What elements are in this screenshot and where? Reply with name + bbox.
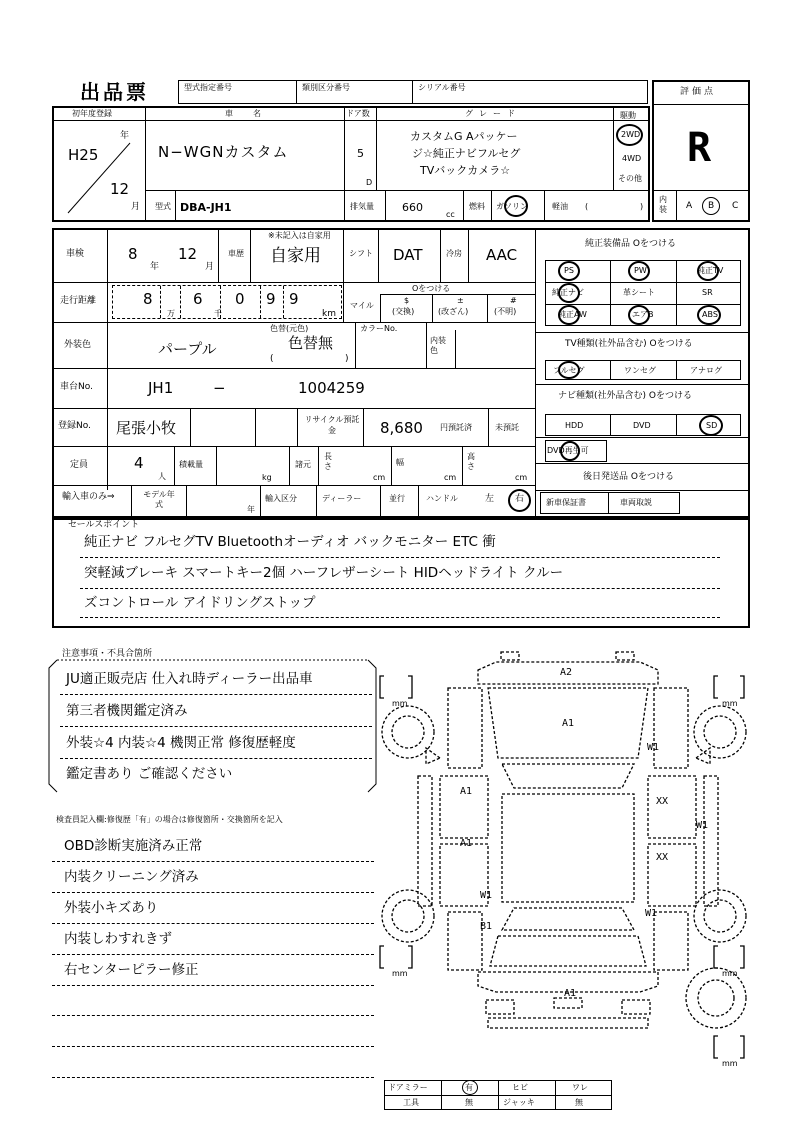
fuel-light-oil: 軽油	[552, 202, 568, 211]
shaken-year-unit: 年	[150, 262, 160, 272]
fuel-paren-open: (	[585, 202, 589, 211]
doors-label: ドア数	[346, 109, 370, 118]
door-type: D	[366, 178, 373, 187]
equip-abs-circle	[697, 305, 721, 325]
fuel-label: 燃料	[469, 202, 485, 211]
notes-line-2: 第三者機関鑑定済み	[66, 703, 188, 719]
damage-left-rear-wheel: W1	[480, 890, 493, 901]
navi-sd: SD	[706, 421, 718, 430]
sales-line-1: 純正ナビ フルセグTV Bluetoothオーディオ バックモニター ETC 衝	[84, 534, 496, 550]
drive-label: 駆動	[620, 111, 636, 120]
model-code-label: 型式指定番号	[184, 83, 232, 92]
damage-left-front-door: A1	[460, 786, 473, 797]
plate-value: 尾張小牧	[116, 419, 177, 437]
acc-jack-value: 無	[575, 1098, 583, 1107]
mm-spare: mm	[722, 1059, 738, 1068]
reg-type-label: 車歴	[228, 249, 244, 258]
equip-aw: 純正AW	[558, 310, 587, 319]
chassis-dash: −	[213, 379, 226, 397]
equip-navi-circle	[558, 283, 580, 303]
score-label: 評価点	[680, 87, 717, 97]
first-reg-label: 初年度登録	[72, 109, 112, 118]
doors-count: 5	[357, 147, 364, 160]
equip-abs: ABS	[702, 310, 718, 319]
model-year-unit: 年	[247, 505, 255, 514]
interior-label: 内装	[659, 195, 667, 214]
fuel-gasoline: ガソリン	[496, 202, 528, 211]
import-label: 輸入車のみ⇒	[62, 492, 115, 502]
tv-title: TV種類(社外品含む) Oをつける	[565, 339, 693, 349]
drive-2wd-circle	[616, 124, 643, 146]
model-label: 型式	[155, 202, 171, 211]
dvd-play: DVD再生可	[547, 446, 589, 455]
notes-line-4: 鑑定書あり ご確認ください	[66, 766, 233, 782]
shaken-label: 車検	[66, 249, 85, 259]
chassis-prefix: JH1	[148, 379, 174, 397]
damage-right-front-door: XX	[656, 796, 669, 807]
drive-4wd: 4WD	[622, 154, 642, 163]
capacity-value: 4	[134, 454, 144, 472]
mm-front-right: mm	[722, 699, 738, 708]
exterior-color: パープル	[158, 340, 217, 358]
capacity-label: 定員	[70, 460, 89, 470]
recycle-label: リサイクル預託金	[304, 415, 360, 435]
interior-color-label: 内装色	[430, 336, 446, 355]
damage-left-rear-door: A1	[460, 838, 473, 849]
meter-circle-note: Oをつける	[412, 284, 451, 293]
ac-label: 冷房	[446, 249, 462, 258]
category-label: 類別区分番号	[302, 83, 350, 92]
exterior-color-label: 外装色	[64, 340, 92, 350]
notes-line-1: JU適正販売店 仕入れ時ディーラー出品車	[66, 671, 313, 687]
notes-label: 注意事項・不具合箇所	[62, 649, 153, 659]
damage-right-rear-door: XX	[656, 852, 669, 863]
interior-a: A	[686, 201, 693, 211]
grade-line-2: ジ☆純正ナビフルセグ	[412, 147, 521, 160]
cc-unit: cc	[446, 210, 455, 219]
mile-label: マイル	[350, 301, 374, 310]
mileage-digit-4: 9	[266, 290, 276, 308]
width-cm-unit: cm	[444, 473, 457, 482]
drive-other: その他	[618, 174, 642, 183]
equip-tv: 純正TV	[697, 266, 724, 275]
interior-c: C	[732, 201, 739, 211]
first-reg-month: 12	[110, 180, 130, 198]
repaint-paren-close: )	[345, 354, 349, 364]
mileage-label: 走行距離	[60, 296, 97, 306]
inspector-line-1: OBD診断実施済み正常	[64, 838, 203, 854]
grade-line-1: カスタムG Aパッケー	[410, 130, 518, 143]
car-name-label: 車名	[225, 109, 281, 118]
notes-line-3: 外装☆4 内装☆4 機関正常 修復歴軽度	[66, 735, 296, 751]
meter-unknown-sub: (不明)	[494, 307, 517, 316]
shift-label: シフト	[349, 249, 373, 258]
drive-2wd: 2WD	[621, 130, 641, 139]
equip-aw-circle	[558, 305, 580, 325]
meter-exchange: $	[404, 296, 410, 305]
score-value: R	[687, 125, 712, 171]
mm-rear-right: mm	[722, 969, 738, 978]
equip-navi: 純正ナビ	[552, 288, 584, 297]
shaken-month-unit: 月	[205, 262, 215, 272]
mileage-sen-unit: 千	[214, 309, 222, 318]
damage-front-bumper: A2	[560, 667, 573, 678]
navi-hdd: HDD	[565, 421, 584, 430]
handle-left: 左	[485, 494, 495, 504]
equip-airbag: エアB	[632, 310, 654, 319]
repaint-label: 色替(元色)	[270, 324, 309, 333]
mm-front-left: mm	[392, 699, 408, 708]
chassis-number: 1004259	[298, 379, 365, 397]
later-manual: 車両取説	[620, 498, 652, 507]
dvd-play-circle	[560, 441, 580, 461]
load-kg-unit: kg	[262, 473, 272, 482]
mileage-digit-5: 9	[289, 290, 299, 308]
meter-tamper-sub: (改ざん)	[438, 307, 469, 316]
equipment-title: 純正装備品 Oをつける	[585, 239, 676, 249]
damage-right-rear-wheel: W1	[645, 908, 658, 919]
car-name: N−WGNカスタム	[158, 143, 289, 161]
header-codes-box	[178, 80, 648, 104]
navi-sd-circle	[699, 415, 723, 436]
plate-label: 登録No.	[58, 421, 91, 431]
mm-rear-left: mm	[392, 969, 408, 978]
fuel-gasoline-circle	[504, 195, 528, 217]
import-type-label: 輸入区分	[265, 494, 297, 503]
sales-label: セールスポイント	[68, 520, 140, 530]
repaint-value: 色替無	[288, 334, 334, 352]
tv-analog: アナログ	[690, 366, 722, 375]
meter-exchange-sub: (交換)	[392, 307, 415, 316]
import-parallel: 並行	[389, 494, 405, 503]
handle-label: ハンドル	[426, 494, 458, 503]
inspector-line-3: 外装小キズあり	[64, 900, 159, 916]
capacity-unit: 人	[158, 472, 166, 481]
acc-break-label: ワレ	[572, 1083, 588, 1092]
model-year-label: モデル年式	[143, 490, 175, 509]
chassis-label: 車台No.	[60, 382, 93, 392]
shaken-year: 8	[128, 245, 138, 263]
reg-type-note: ※未記入は自家用	[268, 231, 331, 240]
damage-hood: A1	[562, 718, 575, 729]
form-title: 出品票	[80, 80, 149, 104]
inspector-label: 検査員記入欄:修復歴「有」の場合は修復箇所・交換箇所を記入	[56, 815, 283, 824]
repaint-paren-open: (	[270, 354, 274, 364]
interior-b: B	[708, 201, 715, 211]
damage-right-sill: W1	[696, 820, 709, 831]
model-code: DBA-JH1	[180, 201, 232, 214]
load-label: 積載量	[179, 460, 203, 469]
grade-label: グレード	[465, 109, 521, 118]
sales-line-2: 突軽減ブレーキ スマートキー2個 ハーフレザーシート HIDヘッドライト クルー	[84, 565, 564, 581]
acc-mirror-circle	[462, 1080, 478, 1095]
serial-label: シリアル番号	[418, 83, 466, 92]
acc-tools-value: 無	[465, 1098, 473, 1107]
sales-line-3: ズコントロール アイドリングストップ	[84, 595, 316, 611]
later-warranty: 新車保証書	[546, 498, 586, 507]
width-label: 幅	[396, 458, 404, 467]
tv-fullseg: フルセグ	[553, 366, 585, 375]
navi-title: ナビ種類(社外品含む) Oをつける	[558, 391, 692, 401]
equip-pw-circle	[628, 261, 650, 281]
mileage-digit-2: 6	[193, 290, 203, 308]
car-damage-diagram	[378, 640, 750, 1065]
inspector-line-2: 内装クリーニング済み	[64, 869, 199, 885]
color-no-label: カラーNo.	[360, 324, 398, 333]
shaken-month: 12	[178, 245, 198, 263]
damage-left-rear-fender: B1	[480, 921, 493, 932]
meter-tamper: ±	[457, 296, 464, 305]
first-reg-month-unit: 月	[131, 202, 141, 212]
shift-value: DAT	[393, 246, 423, 264]
displacement: 660	[402, 201, 423, 214]
first-reg-year-unit: 年	[120, 131, 130, 141]
equip-tv-circle	[697, 261, 719, 281]
mileage-km-unit: km	[322, 309, 336, 319]
navi-dvd: DVD	[633, 421, 651, 430]
length-label: 長さ	[324, 452, 332, 471]
inspector-line-5: 右センターピラー修正	[64, 962, 199, 978]
recycle-paid: 円預託済	[440, 423, 472, 432]
meter-unknown: #	[510, 296, 517, 305]
interior-b-circle	[702, 197, 720, 215]
later-title: 後日発送品 Oをつける	[583, 472, 674, 482]
acc-jack-label: ジャッキ	[503, 1098, 535, 1107]
mileage-man-unit: 万	[167, 309, 175, 318]
equip-sr: SR	[702, 288, 713, 297]
reg-type: 自家用	[270, 246, 321, 266]
first-reg-era-year: H25	[68, 146, 99, 164]
displacement-label: 排気量	[350, 202, 374, 211]
acc-mirror-value: 有	[465, 1083, 473, 1092]
dims-label: 諸元	[295, 460, 311, 469]
acc-mirror-label: ドアミラー	[388, 1083, 428, 1092]
recycle-amount: 8,680	[380, 419, 423, 437]
equip-airbag-circle	[628, 305, 650, 325]
inspector-line-4: 内装しわすれきず	[64, 931, 172, 947]
damage-rear: A1	[564, 988, 577, 999]
equip-ps-circle	[558, 261, 580, 281]
grade-line-3: TVバックカメラ☆	[420, 164, 511, 177]
equip-leather: 革シート	[623, 288, 655, 297]
tv-oneseg: ワンセグ	[624, 366, 656, 375]
acc-tools-label: 工具	[403, 1098, 419, 1107]
length-cm-unit: cm	[373, 473, 386, 482]
fuel-paren-close: )	[640, 202, 644, 211]
handle-right-circle	[508, 489, 531, 512]
tv-fullseg-circle	[558, 361, 580, 379]
ac-value: AAC	[486, 246, 518, 264]
mileage-digit-1: 8	[143, 290, 153, 308]
recycle-unpaid: 未預託	[495, 423, 519, 432]
import-dealer: ディーラー	[322, 494, 362, 503]
mileage-digit-3: 0	[235, 290, 245, 308]
handle-right: 右	[515, 494, 525, 504]
equip-pw: PW	[634, 266, 647, 275]
damage-right-front-wheel: W1	[647, 742, 660, 753]
acc-crack-label: ヒビ	[512, 1083, 528, 1092]
height-cm-unit: cm	[515, 473, 528, 482]
equip-ps: PS	[564, 266, 574, 275]
height-label: 高さ	[467, 452, 475, 471]
